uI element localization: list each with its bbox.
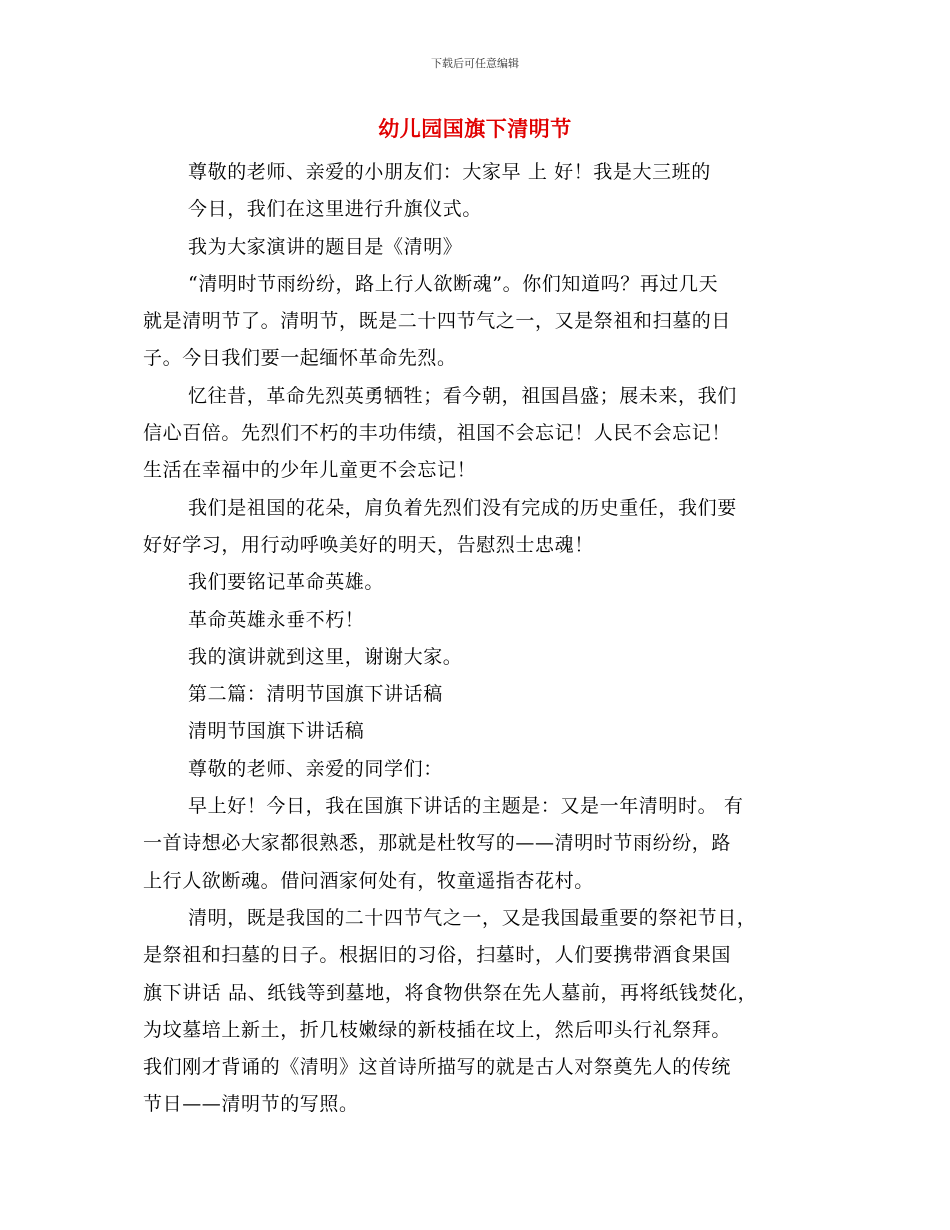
text-line: 一首诗想必大家都很熟悉，那就是杜牧写的——清明时节雨纷纷，路	[143, 832, 732, 855]
text-line: 清明，既是我国的二十四节气之一，又是我国最重要的祭祀节日，	[188, 906, 757, 929]
text-line: 好好学习，用行动呼唤美好的明天，告慰烈士忠魂！	[143, 533, 594, 556]
text-line: 旗下讲话 品、纸钱等到墓地，将食物供祭在先人墓前，再将纸钱焚化，	[143, 981, 758, 1004]
text-line: “清明时节雨纷纷，路上行人欲断魂”。你们知道吗？再过几天	[188, 272, 719, 295]
text-line: 节日——清明节的写照。	[143, 1093, 359, 1116]
text-line: 尊敬的老师、亲爱的同学们：	[188, 757, 443, 780]
text-line: 为坟墓培上新土，折几枝嫩绿的新枝插在坟上，然后叩头行礼祭拜。	[143, 1018, 732, 1041]
text-line: 我的演讲就到这里，谢谢大家。	[188, 645, 463, 668]
text-line: 子。今日我们要一起缅怀革命先烈。	[143, 347, 457, 370]
text-line: 尊敬的老师、亲爱的小朋友们：大家早 上 好！我是大三班的	[188, 161, 711, 183]
document-body	[143, 154, 813, 1124]
text-line: 第二篇：清明节国旗下讲话稿	[188, 683, 443, 706]
text-line: 信心百倍。先烈们不朽的丰功伟绩，祖国不会忘记！人民不会忘记！	[143, 422, 732, 445]
document-title: 幼儿园国旗下清明节	[378, 117, 572, 141]
text-line: 今日，我们在这里进行升旗仪式。	[188, 198, 483, 221]
text-line: 上行人欲断魂。借问酒家何处有，牧童遥指杏花村。	[143, 869, 594, 892]
text-line: 忆往昔，革命先烈英勇牺牲；看今朝，祖国昌盛；展未来，我们	[188, 384, 737, 407]
text-line: 革命英雄永垂不朽！	[188, 608, 365, 631]
text-line: 我们要铭记革命英雄。	[188, 571, 385, 594]
text-line: 我为大家演讲的题目是《清明》	[188, 235, 463, 258]
text-line: 清明节国旗下讲话稿	[188, 720, 365, 743]
download-note: 下载后可任意编辑	[431, 57, 519, 70]
text-line: 我们刚才背诵的《清明》这首诗所描写的就是古人对祭奠先人的传统	[143, 1056, 732, 1079]
text-line: 生活在幸福中的少年儿童更不会忘记！	[143, 459, 477, 482]
text-line: 我们是祖国的花朵，肩负着先烈们没有完成的历史重任，我们要	[188, 496, 737, 519]
text-line: 是祭祖和扫墓的日子。根据旧的习俗，扫墓时，人们要携带酒食果国	[143, 944, 732, 967]
text-line: 就是清明节了。清明节，既是二十四节气之一，又是祭祖和扫墓的日	[143, 310, 732, 333]
text-line: 早上好！今日，我在国旗下讲话的主题是：又是一年清明时。 有	[188, 795, 744, 818]
